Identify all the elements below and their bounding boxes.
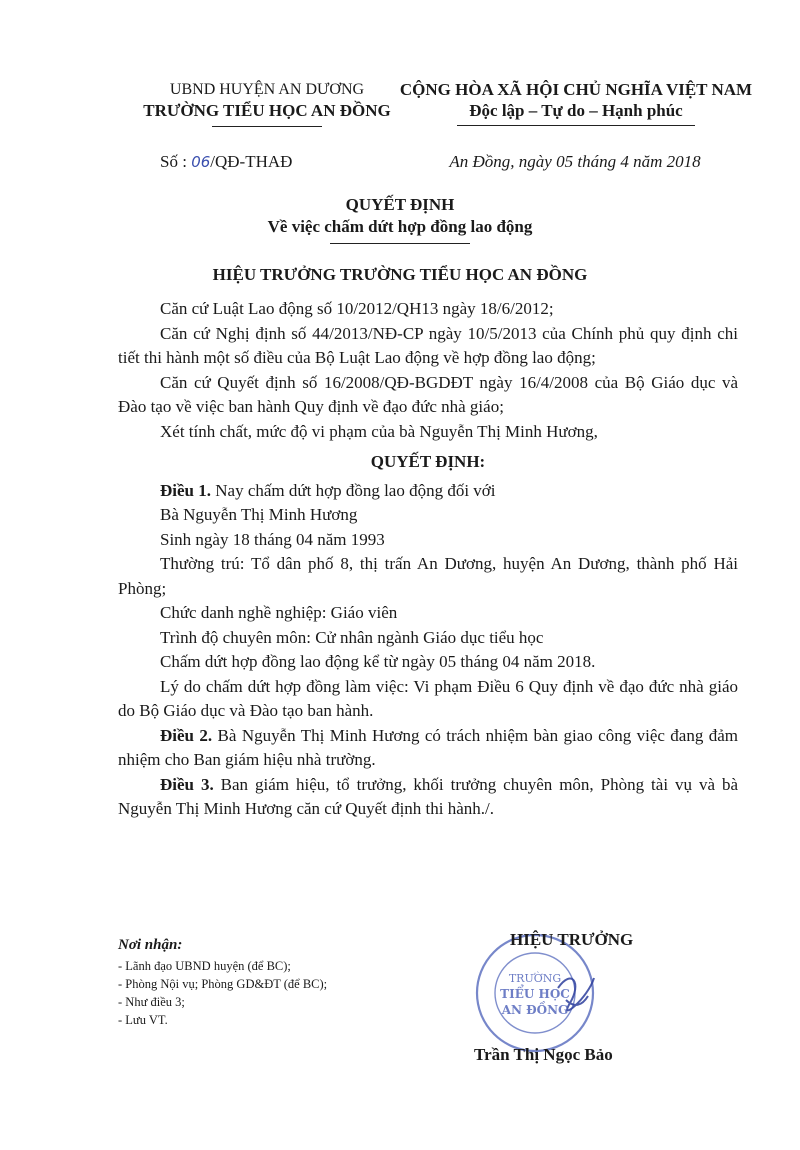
- document-number-prefix: Số :: [160, 152, 187, 171]
- preamble-line: Căn cứ Quyết định số 16/2008/QĐ-BGDĐT ngày 16/4/2008 của Bộ Giáo dục và Đào tạo về việc ban hành Quy định về đạo đức nhà giáo;: [118, 372, 738, 416]
- issuing-authority: HIỆU TRƯỞNG TRƯỜNG TIỂU HỌC AN ĐỒNG: [212, 265, 588, 284]
- document-title-block: [200, 194, 600, 244]
- article-2: [118, 724, 738, 773]
- decide-heading: QUYẾT ĐỊNH:: [370, 452, 486, 471]
- article-1-line: Chức danh nghề nghiệp: Giáo viên: [160, 603, 398, 622]
- recipient-item: - Phòng Nội vụ; Phòng GD&ĐT (để BC);: [118, 977, 328, 991]
- article-1-label: Điều 1.: [160, 480, 211, 500]
- recipient-item: - Lãnh đạo UBND huyện (để BC);: [118, 959, 291, 973]
- recipients-heading: Nơi nhận:: [118, 937, 183, 953]
- issuer-school: TRƯỜNG TIỂU HỌC AN ĐỒNG: [143, 101, 391, 120]
- article-1: [118, 479, 738, 504]
- article-3-text: Ban giám hiệu, tổ trưởng, khối trưởng chuyên môn, Phòng tài vụ và bà Nguyễn Thị Minh Hương căn cứ Quyết định thi hành./.: [118, 774, 739, 818]
- document-title: QUYẾT ĐỊNH: [345, 195, 455, 214]
- issuer-block: [122, 80, 412, 127]
- preamble-line: Căn cứ Luật Lao động số 10/2012/QH13 ngày 18/6/2012;: [160, 299, 554, 318]
- signatory-title: HIỆU TRƯỞNG: [510, 930, 634, 949]
- svg-text:TRƯỜNG: TRƯỜNG: [508, 972, 562, 985]
- article-1-line: Bà Nguyễn Thị Minh Hương: [160, 505, 358, 524]
- article-1-line: Thường trú: Tổ dân phố 8, thị trấn An Dương, huyện An Dương, thành phố Hải Phòng;: [118, 554, 738, 598]
- article-1-line: Lý do chấm dứt hợp đồng làm việc: Vi phạm Điều 6 Quy định về đạo đức nhà giáo do Bộ Giáo dục và Đào tạo ban hành.: [118, 676, 738, 720]
- article-2-label: Điều 2.: [160, 725, 213, 745]
- svg-text:AN ĐỒNG: AN ĐỒNG: [501, 1003, 569, 1017]
- issuer-underline: [212, 126, 322, 127]
- article-1-line: Trình độ chuyên môn: Cử nhân ngành Giáo dục tiểu học: [160, 627, 544, 647]
- national-title: CỘNG HÒA XÃ HỘI CHỦ NGHĨA VIỆT NAM: [399, 80, 753, 99]
- document-subtitle: Về việc chấm dứt hợp đồng lao động: [267, 217, 533, 236]
- national-motto: Độc lập – Tự do – Hạnh phúc: [469, 101, 683, 120]
- preamble-line: Xét tính chất, mức độ vi phạm của bà Nguyễn Thị Minh Hương,: [160, 421, 598, 441]
- document-number-handwritten: 06: [191, 153, 211, 171]
- recipient-item: - Như điều 3;: [118, 995, 185, 1009]
- issuer-agency: UBND HUYỆN AN DƯƠNG: [169, 81, 365, 98]
- svg-text:TIỂU HỌC: TIỂU HỌC: [500, 987, 570, 1001]
- title-underline: [330, 243, 470, 244]
- document-number-suffix: /QĐ-THAĐ: [210, 152, 293, 171]
- recipients-block: [118, 936, 418, 1029]
- document-number: [160, 152, 292, 172]
- national-block: [395, 80, 757, 126]
- article-1-line: Chấm dứt hợp đồng lao động kể từ ngày 05 tháng 04 năm 2018.: [160, 652, 596, 671]
- signatory-name: Trần Thị Ngọc Bảo: [474, 1045, 613, 1064]
- article-3-label: Điều 3.: [160, 774, 214, 794]
- document-date: An Đồng, ngày 05 tháng 4 năm 2018: [449, 152, 701, 171]
- article-3: [118, 773, 738, 822]
- article-1-text: Nay chấm dứt hợp đồng lao động đối với: [211, 480, 496, 500]
- motto-underline: [457, 125, 695, 126]
- article-1-line: Sinh ngày 18 tháng 04 năm 1993: [160, 529, 385, 549]
- article-2-text: Bà Nguyễn Thị Minh Hương có trách nhiệm bàn giao công việc đang đảm nhiệm cho Ban giám hiệu nhà trường.: [118, 725, 739, 769]
- recipient-item: - Lưu VT.: [118, 1013, 168, 1027]
- document-body: [118, 297, 738, 822]
- preamble-line: Căn cứ Nghị định số 44/2013/NĐ-CP ngày 10/5/2013 của Chính phủ quy định chi tiết thi hành một số điều của Bộ Luật Lao động về hợp đồng lao động;: [118, 323, 738, 367]
